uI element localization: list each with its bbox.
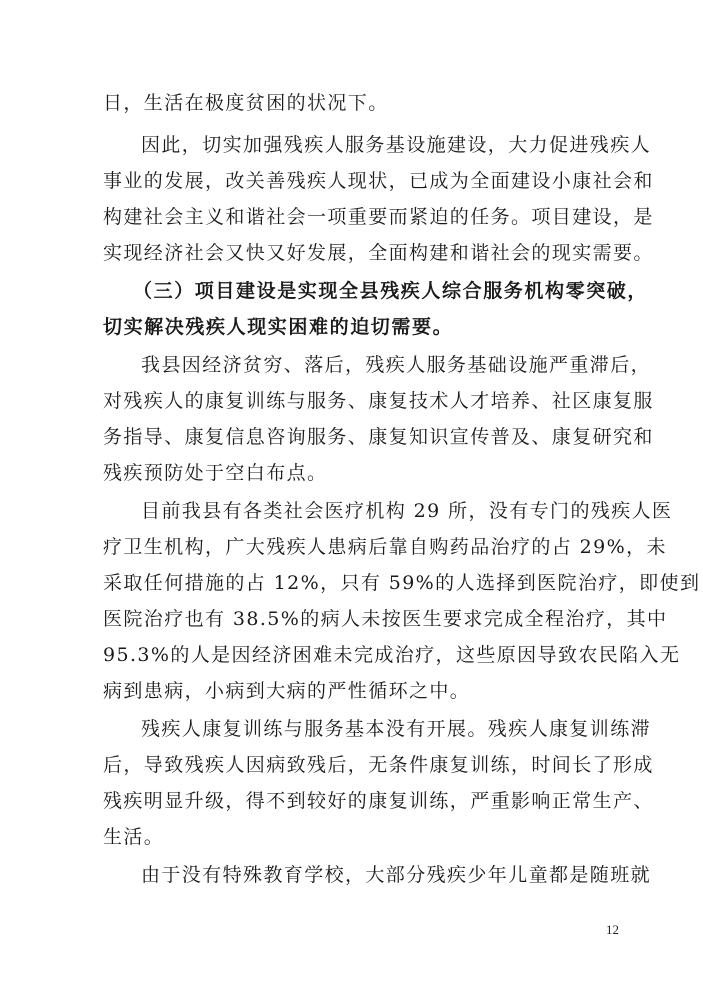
line-text: 残疾人康复训练与服务基本没有开展。残疾人康复训练滞 (141, 718, 652, 740)
heading-text: 切实解决残疾人现实困难的迫切需要。 (103, 316, 454, 338)
line-text: 实现经济社会又快又好发展，全面构建和谐社会的现实需要。 (103, 242, 654, 264)
line-text: 采取任何措施的占 12%，只有 59%的人选择到医院治疗，即使到 (103, 572, 701, 594)
text-line (0, 86, 703, 120)
line-text: 由于没有特殊教育学校，大部分残疾少年儿童都是随班就 (141, 864, 652, 886)
section-heading-line (0, 310, 703, 344)
paragraph-line (0, 128, 703, 162)
line-text: 后，导致残疾人因病致残后，无条件康复训练，时间长了形成 (103, 754, 654, 776)
paragraph-line (0, 820, 703, 854)
paragraph-line (0, 530, 703, 564)
line-text: 对残疾人的康复训练与服务、康复技术人才培养、社区康复服 (103, 390, 654, 412)
paragraph-line (0, 602, 703, 636)
paragraph-line (0, 748, 703, 782)
line-text: 务指导、康复信息咨询服务、康复知识宣传普及、康复研究和 (103, 426, 654, 448)
line-text: 95.3%的人是因经济困难未完成治疗，这些原因导致农民陷入无 (103, 644, 681, 666)
line-text: 残疾明显升级，得不到较好的康复训练，严重影响正常生产、 (103, 790, 654, 812)
paragraph-line (0, 236, 703, 270)
paragraph-line (0, 712, 703, 746)
line-text: 残疾预防处于空白布点。 (103, 462, 328, 484)
paragraph-line (0, 384, 703, 418)
line-text: 事业的发展，改关善残疾人现状，已成为全面建设小康社会和 (103, 170, 654, 192)
section-heading-line (0, 274, 703, 308)
line-text: 构建社会主义和谐社会一项重要而紧迫的任务。项目建设，是 (103, 206, 654, 228)
paragraph-line (0, 638, 703, 672)
line-text: 疗卫生机构，广大残疾人患病后靠自购药品治疗的占 29%，未 (103, 536, 667, 558)
heading-text: （三）项目建设是实现全县残疾人综合服务机构零突破， (133, 280, 649, 302)
paragraph-line (0, 348, 703, 382)
line-text: 医院治疗也有 38.5%的病人未按医生要求完成全程治疗，其中 (103, 608, 668, 630)
line-text: 我县因经济贫穷、落后，残疾人服务基础设施严重滞后， (141, 354, 652, 376)
paragraph-line (0, 784, 703, 818)
paragraph-line (0, 566, 703, 600)
line-text: 因此，切实加强残疾人服务基设施建设，大力促进残疾人 (141, 134, 652, 156)
paragraph-line (0, 456, 703, 490)
paragraph-line (0, 200, 703, 234)
page-number: 12 (606, 922, 619, 937)
line-text: 目前我县有各类社会医疗机构 29 所，没有专门的残疾人医 (141, 500, 673, 522)
paragraph-line (0, 494, 703, 528)
line-text: 生活。 (103, 826, 165, 848)
line-text: 病到患病，小病到大病的严性循环之中。 (103, 680, 471, 702)
paragraph-line (0, 164, 703, 198)
paragraph-line (0, 674, 703, 708)
paragraph-line (0, 858, 703, 892)
paragraph-line (0, 420, 703, 454)
line-text: 日，生活在极度贫困的状况下。 (103, 92, 389, 114)
